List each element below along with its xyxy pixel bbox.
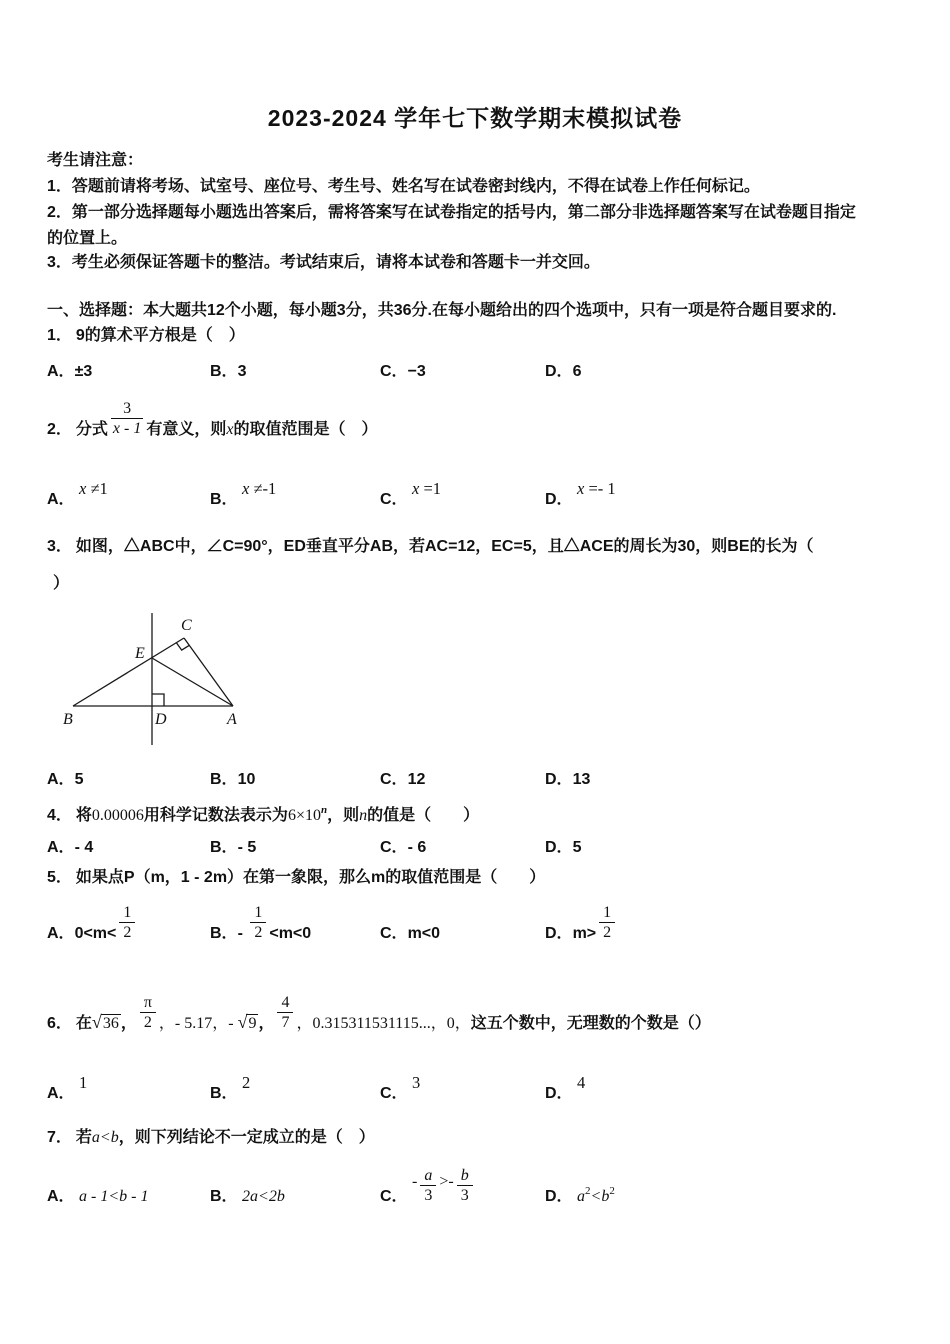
q6-text-2: 这五个数中，无理数的个数是（） — [470, 1015, 711, 1032]
q2-text-2: 有意义，则 — [146, 421, 227, 438]
q6-option-b: B． 2 — [210, 1073, 251, 1102]
q4-value-1: 0.00006 — [91, 807, 144, 824]
q4-option-d: D．5 — [545, 839, 582, 856]
q5-option-b: B．- $\frac{1}{2}$ <m<0 — [210, 904, 312, 942]
q2-option-b: B． x ≠-1 — [210, 479, 277, 508]
question-3-line1 — [47, 536, 814, 558]
q2-option-a: A． x ≠1 — [47, 479, 108, 508]
q4-text-1: 将 — [75, 807, 92, 824]
q3-option-c: C．12 — [380, 771, 426, 788]
q2-fraction: $\frac{3}{x - 1}$ — [112, 400, 142, 437]
q1-option-a: A．±3 — [47, 363, 93, 380]
q5-option-a: A．0<m< $\frac{1}{2}$ — [47, 903, 210, 943]
q6-option-a: A． 1 — [47, 1073, 88, 1102]
q7-number: 7． — [47, 1129, 72, 1146]
q7-math-1: a<b — [91, 1129, 119, 1146]
question-5 — [47, 867, 545, 889]
q1-option-b: B．3 — [210, 363, 247, 380]
question-7 — [47, 1127, 375, 1149]
q4-option-a: A．- 4 — [47, 839, 94, 856]
q1-option-c: C．−3 — [380, 363, 426, 380]
q6-sep-3: ， — [258, 1015, 275, 1032]
q5-b-fraction: $\frac{1}{2}$ — [250, 903, 266, 942]
q6-sep-2: ，- 5.17，- — [158, 1015, 238, 1032]
q5-a-fraction: $\frac{1}{2}$ — [119, 903, 135, 942]
right-angle-mark-C — [176, 643, 189, 650]
label-C: C — [181, 617, 192, 634]
question-1 — [47, 325, 245, 347]
q7-c-fraction-2: $\frac{b}{3}$ — [457, 1166, 473, 1205]
q4-exponent: n — [320, 804, 328, 816]
q5-option-d: D．m> $\frac{1}{2}$ — [545, 903, 917, 943]
q5-d-fraction: $\frac{1}{2}$ — [599, 903, 615, 942]
q6-option-c: C． 3 — [380, 1073, 421, 1102]
q6-sqrt-9: √9 — [237, 1012, 257, 1032]
q3-option-b: B．10 — [210, 771, 256, 788]
q3-number: 3． — [47, 538, 72, 555]
question-6 — [47, 993, 711, 1035]
section-heading: 一、选择题：本大题共12个小题，每小题3分，共36分.在每小题给出的四个选项中，只有一项是符合题目要求的. — [47, 302, 837, 319]
q7-text-2: ，则下列结论不一定成立的是（ ） — [118, 1129, 375, 1146]
notice-line-2: 2．第一部分选择题每小题选出答案后，需将答案写在试卷指定的括号内，第二部分非选择题答案写在试卷题目指定 — [47, 204, 856, 221]
q2-text-1: 分式 — [75, 421, 108, 438]
q2-option-d: D． x =- 1 — [545, 479, 616, 508]
q2-option-c: C． x =1 — [380, 479, 442, 508]
q4-value-2: 6×10 — [287, 807, 321, 824]
q2-var: x — [226, 421, 234, 438]
q4-number: 4． — [47, 807, 72, 824]
q3-geometry-figure — [55, 598, 295, 763]
q6-number: 6． — [47, 1015, 72, 1032]
label-A: A — [227, 711, 237, 728]
q6-text-1: 在 — [75, 1015, 92, 1032]
q1-number: 1． — [47, 327, 72, 344]
q7-option-d: D． $a^2<b^2$ — [545, 1185, 615, 1205]
q5-option-c: C．m<0 — [380, 925, 441, 942]
q4-text-2: 用科学记数法表示为 — [143, 807, 288, 824]
notice-heading: 考生请注意： — [47, 152, 144, 169]
notice-line-4: 3．考生必须保证答题卡的整洁。考试结束后，请将本试卷和答题卡一并交回。 — [47, 254, 600, 271]
q4-text-4: 的值是（ ） — [367, 807, 480, 824]
q4-options — [47, 834, 917, 857]
page-title: 2023-2024 学年七下数学期末模拟试卷 — [267, 105, 683, 131]
q4-option-c: C．- 6 — [380, 839, 427, 856]
label-E: E — [135, 645, 145, 662]
notice-line-1: 1．答题前请将考场、试室号、座位号、考生号、姓名写在试卷密封线内，不得在试卷上作任何标记。 — [47, 178, 760, 195]
right-angle-mark-D — [152, 694, 164, 706]
label-D: D — [155, 711, 167, 728]
q6-fraction-pi-2: $\frac{\pi}{2}$ — [140, 993, 156, 1032]
q1-option-d: D．6 — [545, 363, 582, 380]
q7-options — [47, 1166, 917, 1206]
q6-fraction-4-7: $\frac{4}{7}$ — [277, 993, 293, 1032]
q2-options — [47, 479, 917, 509]
q1-text: 9的算术平方根是（ ） — [75, 327, 245, 344]
question-4 — [47, 799, 479, 827]
q6-options — [47, 1073, 917, 1103]
q7-option-c: C． - $\frac{a}{3}$ >- $\frac{b}{3}$ — [380, 1166, 545, 1206]
notice-line-3: 的位置上。 — [47, 230, 128, 247]
q5-number: 5． — [47, 869, 72, 886]
q2-text-3: 的取值范围是（ ） — [233, 421, 378, 438]
question-2 — [47, 399, 378, 441]
q7-c-relation: >- — [439, 1173, 454, 1190]
q6-sep-1: ， — [120, 1015, 137, 1032]
q7-c-fraction-1: $\frac{a}{3}$ — [420, 1166, 436, 1205]
q3-text-1: 如图，△ABC中，∠C=90°，ED垂直平分AB，若AC=12，EC=5，且△ACE的周长为30，则BE的长为（ — [75, 538, 814, 555]
q4-var: n — [359, 807, 368, 824]
q6-sep-4: ，0.315311531115...，0， — [296, 1015, 471, 1032]
q7-option-a: A． a - 1<b - 1 — [47, 1188, 149, 1205]
q7-c-minus: - — [412, 1173, 418, 1190]
q3-option-d: D．13 — [545, 771, 591, 788]
q2-number: 2． — [47, 421, 72, 438]
segment-BC — [73, 638, 184, 706]
q6-option-d: D． 4 — [545, 1073, 586, 1102]
q5-text: 如果点P（m，1 - 2m）在第一象限，那么m的取值范围是（ ） — [75, 869, 546, 886]
q7-option-b: B． 2a<2b — [210, 1188, 285, 1205]
q4-option-b: B．- 5 — [210, 839, 257, 856]
question-3-line2: ） — [53, 575, 70, 592]
label-B: B — [63, 711, 73, 728]
q5-options — [47, 903, 917, 943]
segment-CA — [184, 638, 233, 706]
q1-options — [47, 358, 917, 381]
q3-option-a: A．5 — [47, 771, 84, 788]
q3-options — [47, 766, 917, 789]
q4-text-3: ，则 — [327, 807, 360, 824]
q7-text-1: 若 — [75, 1129, 92, 1146]
q6-sqrt-36: √36 — [91, 1012, 119, 1032]
